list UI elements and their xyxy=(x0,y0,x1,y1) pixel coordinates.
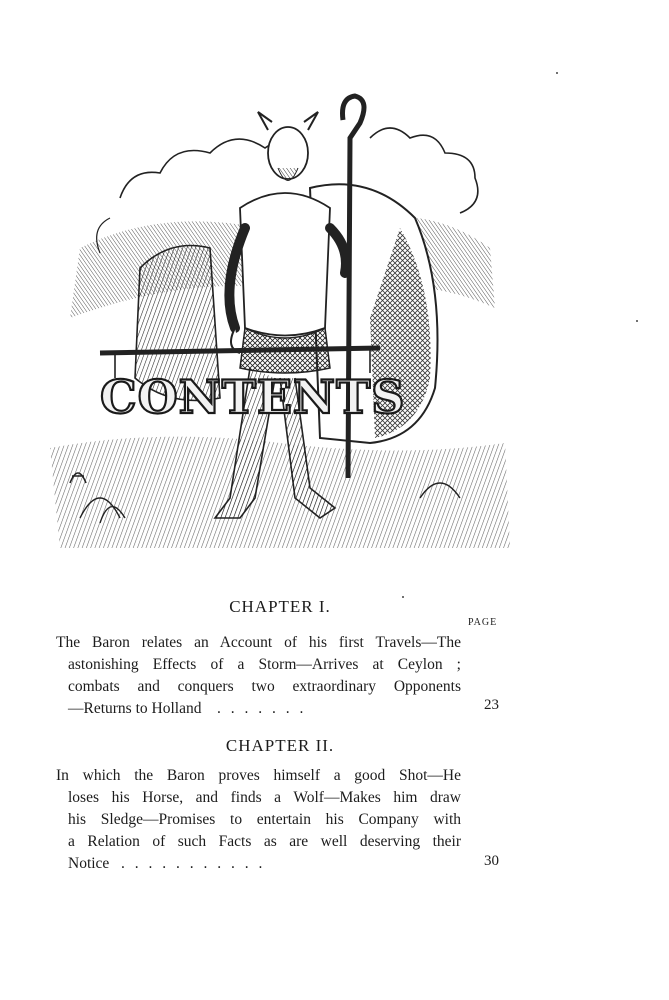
summary-line: combats and conquers two extraordinary Opponents xyxy=(68,678,461,695)
paper-speck xyxy=(402,596,404,598)
dot-leader: . . . . . . . xyxy=(216,700,307,717)
chapter-summary xyxy=(56,765,461,875)
page-number: 23 xyxy=(484,697,499,713)
faun-with-contents-banner-icon xyxy=(40,78,520,558)
summary-line-text: —Returns to Holland xyxy=(68,700,202,717)
chapter-summary xyxy=(56,632,461,720)
dot-leader: . . . . . . . . . . . xyxy=(120,855,266,872)
summary-line-text: Notice xyxy=(68,855,110,872)
page-column-label: PAGE xyxy=(468,617,498,628)
summary-line: The Baron relates an Account of his first Travels—The xyxy=(56,634,461,651)
summary-line: his Sledge—Promises to entertain his Company with xyxy=(68,811,461,828)
paper-speck xyxy=(636,320,638,322)
summary-line: a Relation of such Facts as are well deserving their xyxy=(68,833,461,850)
summary-line: astonishing Effects of a Storm—Arrives at Ceylon ; xyxy=(68,656,461,673)
chapter-heading: CHAPTER I. xyxy=(229,597,331,616)
summary-line xyxy=(56,853,461,875)
page-number: 30 xyxy=(484,853,499,869)
summary-line xyxy=(56,698,461,720)
summary-line: In which the Baron proves himself a good Shot—He xyxy=(56,767,461,784)
summary-line: loses his Horse, and finds a Wolf—Makes him draw xyxy=(68,789,461,806)
contents-banner-text: CONTENTS xyxy=(100,370,406,424)
paper-speck xyxy=(556,72,558,74)
chapter-heading: CHAPTER II. xyxy=(225,736,335,755)
